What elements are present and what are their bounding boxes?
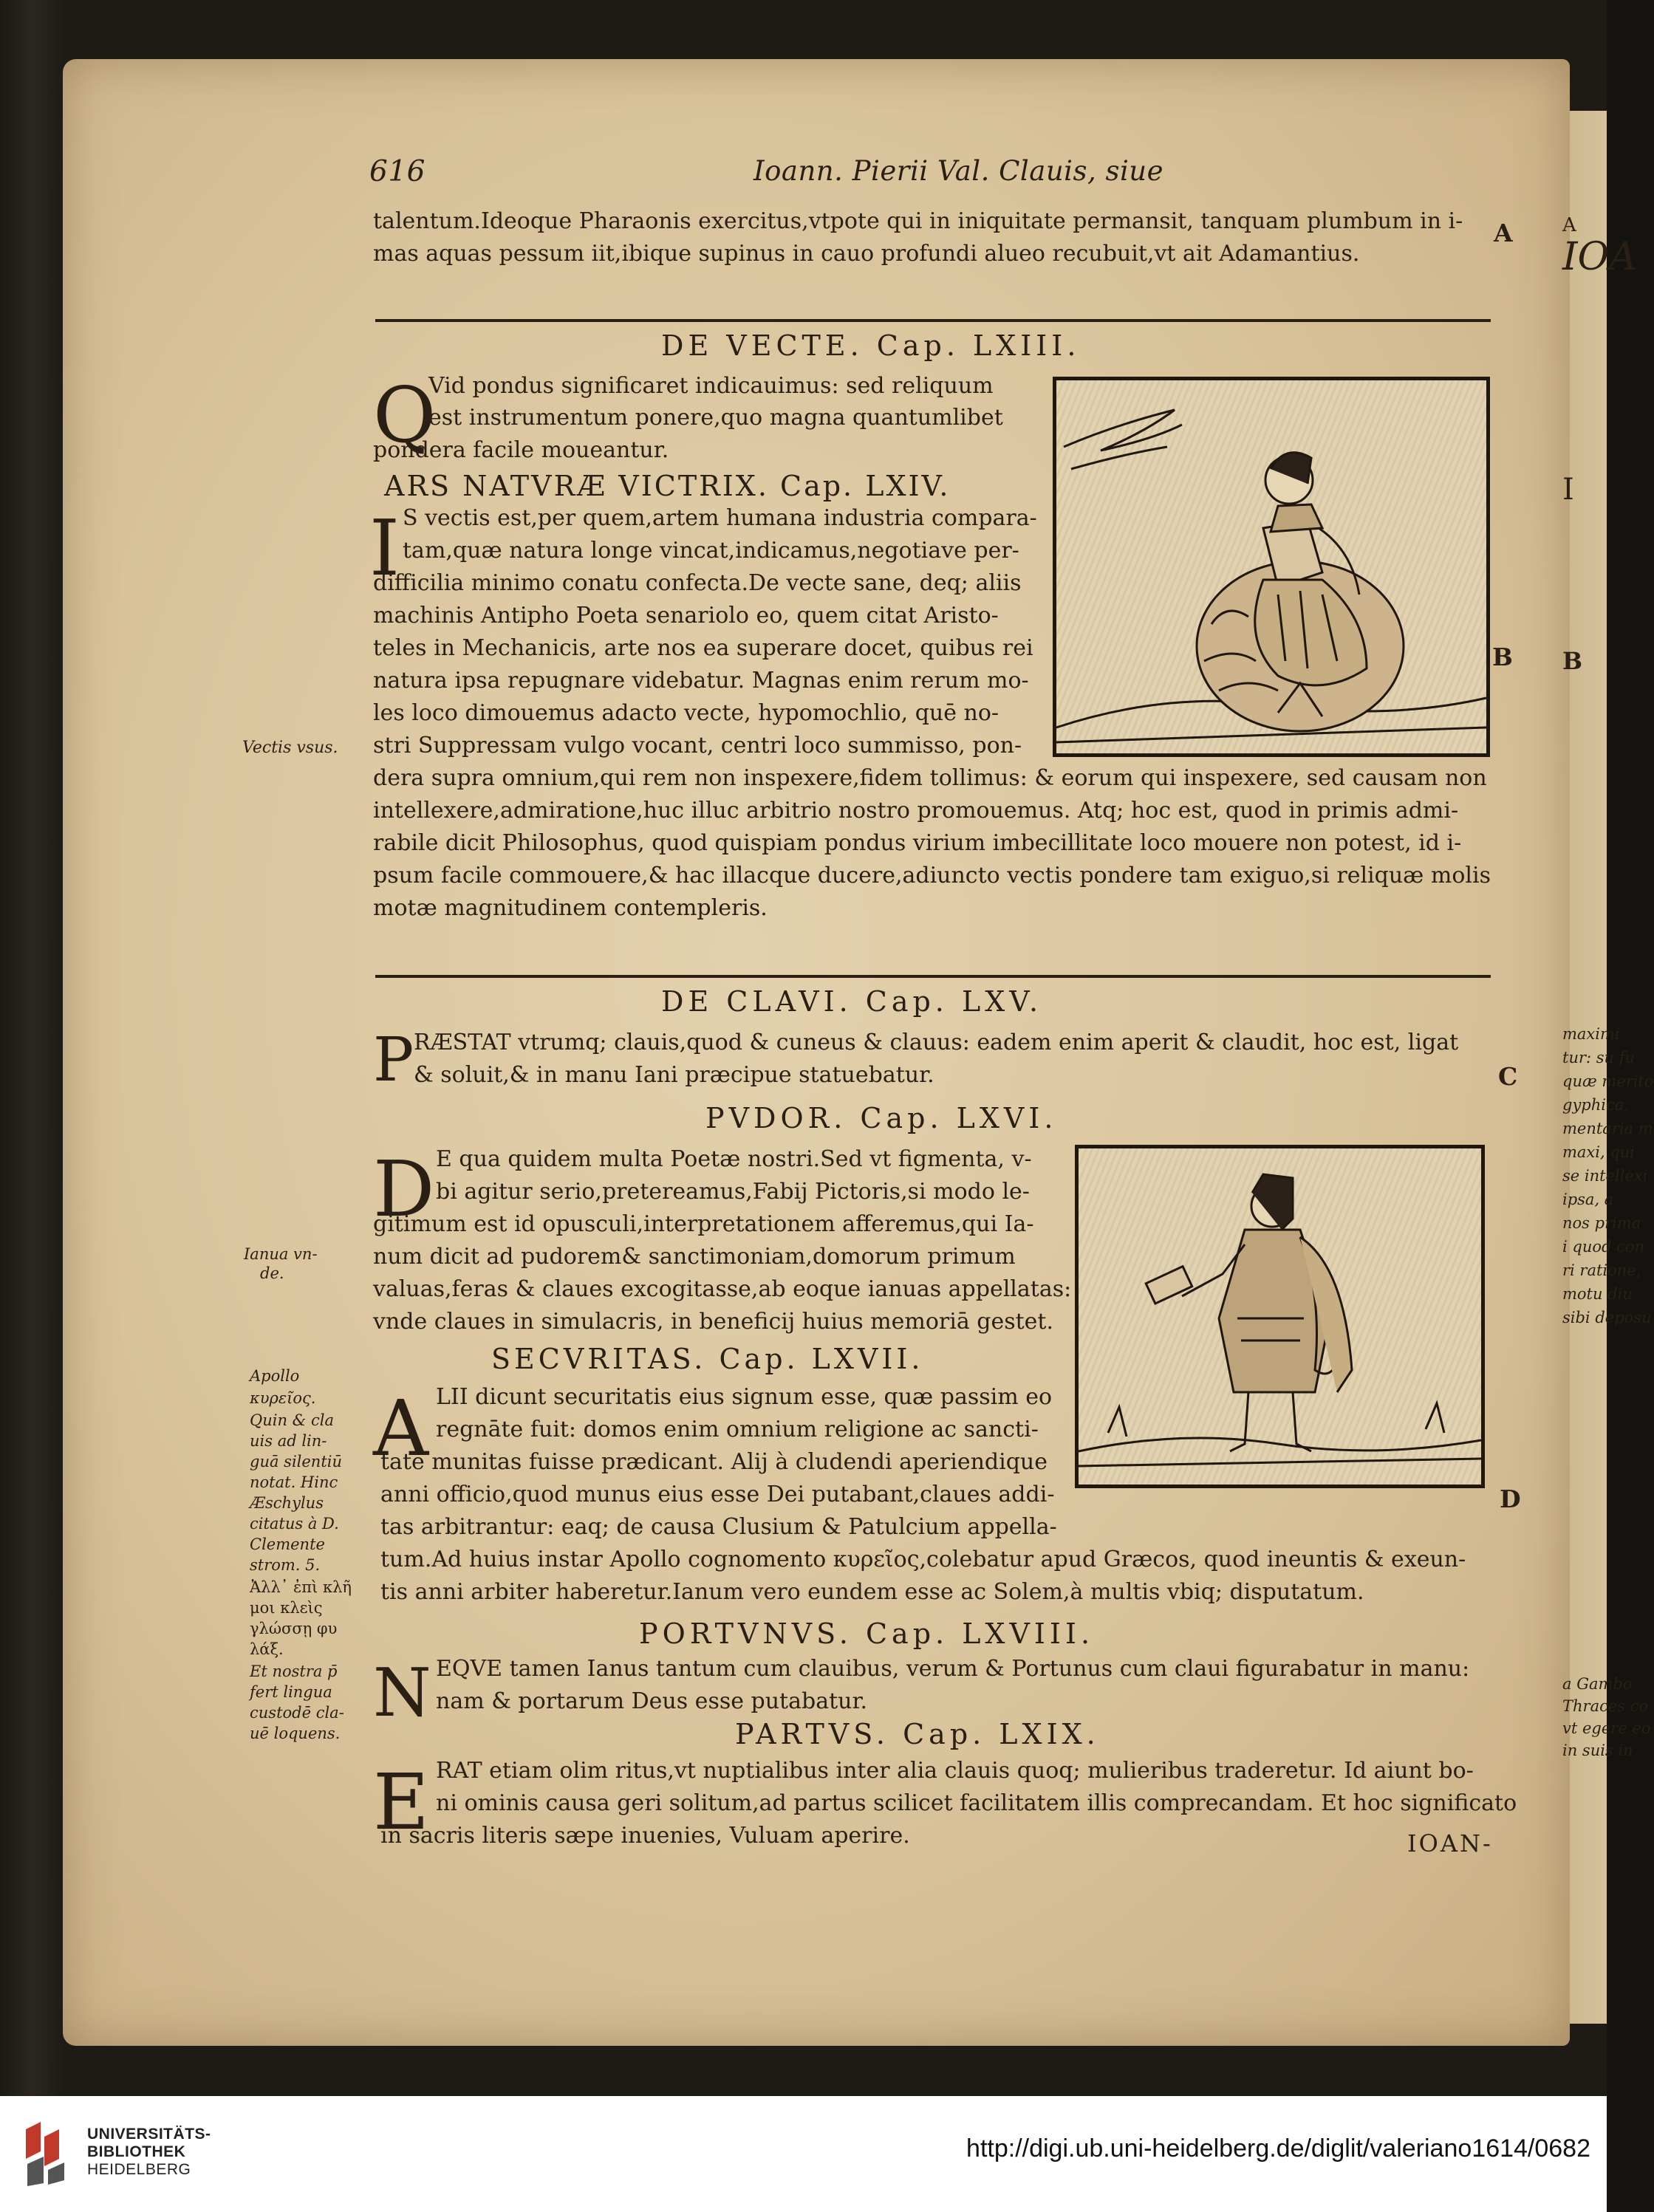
margin-letter: C bbox=[1498, 1062, 1518, 1091]
section-heading: SECVRITAS. Cap. LXVII. bbox=[491, 1343, 924, 1375]
marginal-note: Vectis vsus. bbox=[242, 739, 338, 757]
text-line: teles in Mechanicis, arte nos ea superare docet, quibus rei bbox=[373, 635, 1033, 661]
text-line: gitimum est id opusculi,interpretationem afferemus,qui Ia- bbox=[373, 1211, 1034, 1237]
marginal-note: Ianua vn- bbox=[244, 1245, 318, 1263]
section-rule bbox=[375, 319, 1491, 322]
marginal-note: notat. Hinc bbox=[250, 1473, 338, 1491]
marginal-note: μοι κλεὶς bbox=[250, 1599, 323, 1617]
text-line: anni officio,quod munus eius esse Dei putabant,claues addi- bbox=[380, 1482, 1055, 1507]
intro-line: mas aquas pessum iit,ibique supinus in cauo profundi alueo recubuit,vt ait Adamantius. bbox=[373, 241, 1360, 267]
text-line: tate munitas fuisse prædicant. Alij à cludendi aperiendique bbox=[380, 1449, 1048, 1475]
margin-letter: D bbox=[1500, 1485, 1521, 1513]
next-page-fragment: A bbox=[1562, 214, 1576, 236]
text-line: & soluit,& in manu Iani præcipue statuebatur. bbox=[414, 1062, 934, 1088]
margin-letter: B bbox=[1492, 643, 1513, 671]
text-line: RAT etiam olim ritus,vt nuptialibus inter alia clauis quoq; mulieribus traderetur. Id aiunt bo- bbox=[436, 1758, 1474, 1784]
next-page-fragment: mentaria m bbox=[1562, 1120, 1653, 1137]
text-line: stri Suppressam vulgo vocant, centri loco summisso, pon- bbox=[373, 733, 1022, 759]
marginal-note: Clemente bbox=[250, 1535, 325, 1553]
text-line: tis anni arbiter haberetur.Ianum vero eundem esse ac Solem,à multis vbiq; disputatum. bbox=[380, 1579, 1364, 1605]
drop-cap: D bbox=[373, 1144, 435, 1234]
margin-letter: A bbox=[1494, 219, 1513, 247]
next-page-fragment: in suis in bbox=[1562, 1742, 1633, 1759]
marginal-note: κυρεῖος. bbox=[250, 1389, 316, 1407]
footer-bar bbox=[0, 2096, 1607, 2212]
next-page-fragment: i quod con bbox=[1562, 1238, 1645, 1256]
text-line: nam & portarum Deus esse putabatur. bbox=[436, 1688, 868, 1714]
next-page-fragment: tur: su fu bbox=[1562, 1049, 1636, 1066]
marginal-note: Ἀλλ᾽ ἐπὶ κλῆ bbox=[250, 1578, 352, 1596]
standing-figure-woodcut bbox=[1079, 1148, 1481, 1485]
text-line: dera supra omnium,qui rem non inspexere,fidem tollimus: & eorum qui inspexere, sed causam non bbox=[373, 765, 1487, 791]
marginal-note: Æschylus bbox=[250, 1494, 324, 1512]
marginal-note: uē loquens. bbox=[250, 1725, 341, 1742]
section-heading: PARTVS. Cap. LXIX. bbox=[735, 1718, 1100, 1750]
marginal-note: custodē cla- bbox=[250, 1704, 344, 1722]
text-line: tas arbitrantur: eaq; de causa Clusium & Patulcium appella- bbox=[380, 1514, 1057, 1540]
marginal-note: strom. 5. bbox=[250, 1556, 321, 1574]
text-line: motæ magnitudinem contempleris. bbox=[373, 895, 768, 921]
next-page-fragment: vt egere eo bbox=[1562, 1719, 1651, 1737]
drop-cap: E bbox=[373, 1757, 429, 1847]
library-name-line: BIBLIOTHEK bbox=[87, 2143, 186, 2160]
permalink-url[interactable]: http://digi.ub.uni-heidelberg.de/diglit/valeriano1614/0682 bbox=[966, 2134, 1590, 2163]
next-page-fragment: ipsa, a bbox=[1562, 1191, 1614, 1208]
text-line: vnde claues in simulacris, in beneficij huius memoriā gestet. bbox=[373, 1309, 1053, 1335]
section-heading: DE VECTE. Cap. LXIII. bbox=[661, 329, 1081, 362]
marginal-note: uis ad lin- bbox=[250, 1432, 327, 1450]
next-page-fragment: se intellexi bbox=[1562, 1167, 1648, 1185]
text-line: E qua quidem multa Poetæ nostri.Sed vt figmenta, v- bbox=[436, 1146, 1032, 1172]
text-line: LII dicunt securitatis eius signum esse, quæ passim eo bbox=[436, 1384, 1053, 1410]
marginal-note: guā silentiū bbox=[250, 1453, 343, 1470]
drop-cap: N bbox=[373, 1654, 431, 1732]
marginal-note: γλώσσῃ φυ bbox=[250, 1620, 338, 1637]
text-line: RÆSTAT vtrumq; clauis,quod & cuneus & clauus: eadem enim aperit & claudit, hoc est, ligat bbox=[414, 1030, 1459, 1055]
next-page-fragment: motu diu bbox=[1562, 1285, 1633, 1303]
next-page-fragment: gyphica, bbox=[1562, 1096, 1629, 1114]
text-line: tum.Ad huius instar Apollo cognomento κυρεῖος,colebatur apud Græcos, quod ineuntis & exeun- bbox=[380, 1547, 1466, 1572]
page-number: 616 bbox=[369, 155, 426, 188]
text-line: in sacris literis sæpe inuenies, Vuluam aperire. bbox=[380, 1823, 910, 1849]
text-line: Vid pondus significaret indicauimus: sed reliquum bbox=[428, 373, 994, 399]
marginal-note: citatus à D. bbox=[250, 1515, 339, 1533]
drop-cap: I bbox=[369, 503, 400, 593]
woodcut-pudor-securitas bbox=[1075, 1145, 1485, 1488]
text-line: intellexere,admiratione,huc illuc arbitrio nostro promouemus. Atq; hoc est, quod in primis admi- bbox=[373, 798, 1459, 823]
text-line: difficilia minimo conatu confecta.De vecte sane, deq; aliis bbox=[373, 570, 1022, 596]
next-page-fragment: a Gambo bbox=[1562, 1675, 1633, 1693]
intro-line: talentum.Ideoque Pharaonis exercitus,vtpote qui in iniquitate permansit, tanquam plumbum in i- bbox=[373, 208, 1463, 234]
marginal-note: fert lingua bbox=[250, 1683, 332, 1701]
text-line: num dicit ad pudorem& sanctimoniam,domorum primum bbox=[373, 1244, 1016, 1270]
section-rule bbox=[375, 975, 1491, 978]
section-heading: ARS NATVRÆ VICTRIX. Cap. LXIV. bbox=[384, 470, 951, 502]
text-line: valuas,feras & claues excogitasse,ab eoque ianuas appellatas: bbox=[373, 1276, 1072, 1302]
text-line: ni ominis causa geri solitum,ad partus scilicet facilitatem illis comprecandam. Et hoc significato bbox=[436, 1790, 1517, 1816]
next-page-fragment: ri ratione, bbox=[1562, 1261, 1641, 1279]
next-page-fragment: I bbox=[1562, 473, 1574, 507]
text-line: pondera facile moueantur. bbox=[373, 437, 669, 463]
text-line: est instrumentum ponere,quo magna quantumlibet bbox=[428, 405, 1003, 431]
text-line: machinis Antipho Poeta senariolo eo, quem citat Aristo- bbox=[373, 603, 999, 629]
next-page-fragment: quæ merito bbox=[1562, 1072, 1654, 1090]
woodcut-ars-naturae bbox=[1053, 377, 1490, 757]
text-line: natura ipsa repugnare videbatur. Magnas enim rerum mo- bbox=[373, 668, 1029, 694]
section-heading: DE CLAVI. Cap. LXV. bbox=[661, 985, 1043, 1018]
next-page-fragment: maximi bbox=[1562, 1025, 1620, 1043]
drop-cap: P bbox=[373, 1025, 414, 1095]
library-name-line: UNIVERSITÄTS- bbox=[87, 2126, 211, 2143]
drop-cap: A bbox=[373, 1383, 429, 1473]
drop-cap: Q bbox=[373, 370, 437, 460]
running-title: Ioann. Pierii Val. Clauis, siue bbox=[753, 155, 1164, 187]
text-line: regnāte fuit: domos enim omnium religione ac sancti- bbox=[436, 1417, 1039, 1442]
next-page-fragment: Thraces co bbox=[1562, 1697, 1649, 1715]
next-page-fragment: B bbox=[1562, 647, 1583, 675]
marginal-note: λάξ. bbox=[250, 1640, 284, 1658]
marginal-note: Apollo bbox=[250, 1367, 300, 1385]
next-page-fragment: nos prima bbox=[1562, 1214, 1641, 1232]
text-line: rabile dicit Philosophus, quod quispiam pondus virium imbecillitate loco mouere non potest, id i- bbox=[373, 830, 1462, 856]
text-line: psum facile commouere,& hac illacque ducere,adiuncto vectis pondere tam exiguo,si reliquæ molis bbox=[373, 863, 1491, 888]
section-heading: PORTVNVS. Cap. LXVIII. bbox=[639, 1617, 1095, 1650]
catchword: IOAN- bbox=[1407, 1829, 1493, 1857]
text-line: les loco dimouemus adacto vecte, hypomochlio, quē no- bbox=[373, 700, 999, 726]
next-page-fragment: sibi deposu bbox=[1562, 1309, 1652, 1326]
marginal-note: Quin & cla bbox=[250, 1411, 335, 1429]
text-line: bi agitur serio,pretereamus,Fabij Pictoris,si modo le- bbox=[436, 1179, 1030, 1205]
text-line: S vectis est,per quem,artem humana industria compara- bbox=[403, 505, 1037, 531]
next-page-fragment: IOA bbox=[1562, 235, 1637, 279]
university-library-logo bbox=[18, 2118, 78, 2186]
marginal-note: de. bbox=[260, 1264, 284, 1282]
marginal-note: Et nostra p̄ bbox=[250, 1663, 338, 1680]
text-line: tam,quæ natura longe vincat,indicamus,negotiave per- bbox=[403, 538, 1019, 564]
library-name-line: HEIDELBERG bbox=[87, 2161, 191, 2178]
text-line: EQVE tamen Ianus tantum cum clauibus, verum & Portunus cum claui figurabatur in manu: bbox=[436, 1656, 1470, 1682]
next-page-fragment: maxi, qui bbox=[1562, 1143, 1636, 1161]
seated-woman-woodcut bbox=[1056, 380, 1486, 753]
section-heading: PVDOR. Cap. LXVI. bbox=[705, 1102, 1058, 1134]
